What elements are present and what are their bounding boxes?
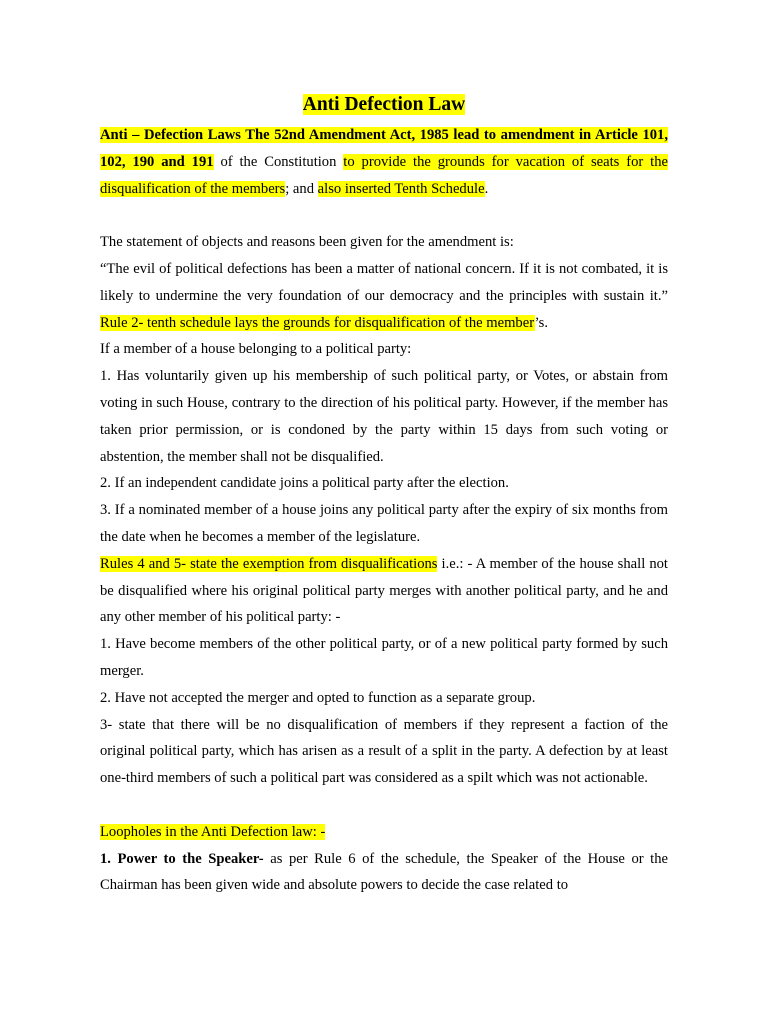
intro-text-2: ; and xyxy=(285,180,318,197)
intro-paragraph xyxy=(100,122,668,202)
list-item-1: 1. Has voluntarily given up his membership of such political party, or Votes, or abstain from voting in such House, contrary to the direction of his political party. However, if the member has taken prior permission, or is condoned by the party within 15 days from such voting or abstention, the member shall not be disqualified. xyxy=(100,368,668,465)
rules45-paragraph xyxy=(100,551,668,631)
document-page xyxy=(100,90,668,899)
rule2-tail: ’s. xyxy=(534,314,548,331)
list-item-3: 3. If a nominated member of a house joins any political party after the expiry of six months from the date when he becomes a member of the legislature. xyxy=(100,502,668,545)
rules45-highlight: Rules 4 and 5- state the exemption from disqualifications xyxy=(100,555,438,572)
intro-bold-highlight: Anti – Defection Laws The 52nd Amendment Act, 1985 lead to amendment in Article 101, 102, 190 and 191 xyxy=(100,127,668,170)
intro-highlight-2: also inserted Tenth Schedule xyxy=(317,180,485,197)
loophole-1-bold: 1. Power to the Speaker- xyxy=(100,850,264,867)
intro-text-3: . xyxy=(484,180,489,197)
intro-text-1: of the Constitution xyxy=(213,153,344,170)
loopholes-highlight: Loopholes in the Anti Defection law: - xyxy=(100,823,326,840)
exemption-item-2: 2. Have not accepted the merger and opted to function as a separate group. xyxy=(100,689,536,706)
quote-paragraph xyxy=(100,256,668,336)
objects-intro: The statement of objects and reasons been given for the amendment is: xyxy=(100,234,514,251)
loopholes-heading xyxy=(100,819,668,846)
blank-line xyxy=(100,792,668,819)
title-highlight: Anti Defection Law xyxy=(302,94,466,115)
exemption-item-3: 3- state that there will be no disqualification of members if they represent a faction of the original political party, which has arisen as a result of a split in the party. A defection by at least one-third members of such a political part was considered as a spilt which was not actionable. xyxy=(100,716,668,787)
quote-text: “The evil of political defections has been a matter of national concern. If it is not combated, it is likely to undermine the very foundation of our democracy and the principles with sustain it.” xyxy=(100,260,668,304)
list-item-2: 2. If an independent candidate joins a political party after the election. xyxy=(100,475,509,492)
document-title xyxy=(100,90,668,120)
if-member-line: If a member of a house belonging to a political party: xyxy=(100,341,412,358)
exemption-item-1: 1. Have become members of the other political party, or of a new political party formed by such merger. xyxy=(100,636,668,679)
loophole-item-1 xyxy=(100,846,668,900)
blank-line xyxy=(100,202,668,229)
loophole-1-text: as per Rule 6 of the schedule, the Speaker of the House or the Chairman has been given wide and absolute powers to decide the case related to xyxy=(100,850,668,894)
rule2-highlight: Rule 2- tenth schedule lays the grounds for disqualification of the member xyxy=(100,314,535,331)
rules45-text: i.e.: - A member of the house shall not be disqualified where his original political party merges with another political party, and he and any other member of his political party: - xyxy=(100,555,668,626)
intro-highlight-1: to provide the grounds for vacation of seats for the disqualification of the members xyxy=(100,153,668,197)
